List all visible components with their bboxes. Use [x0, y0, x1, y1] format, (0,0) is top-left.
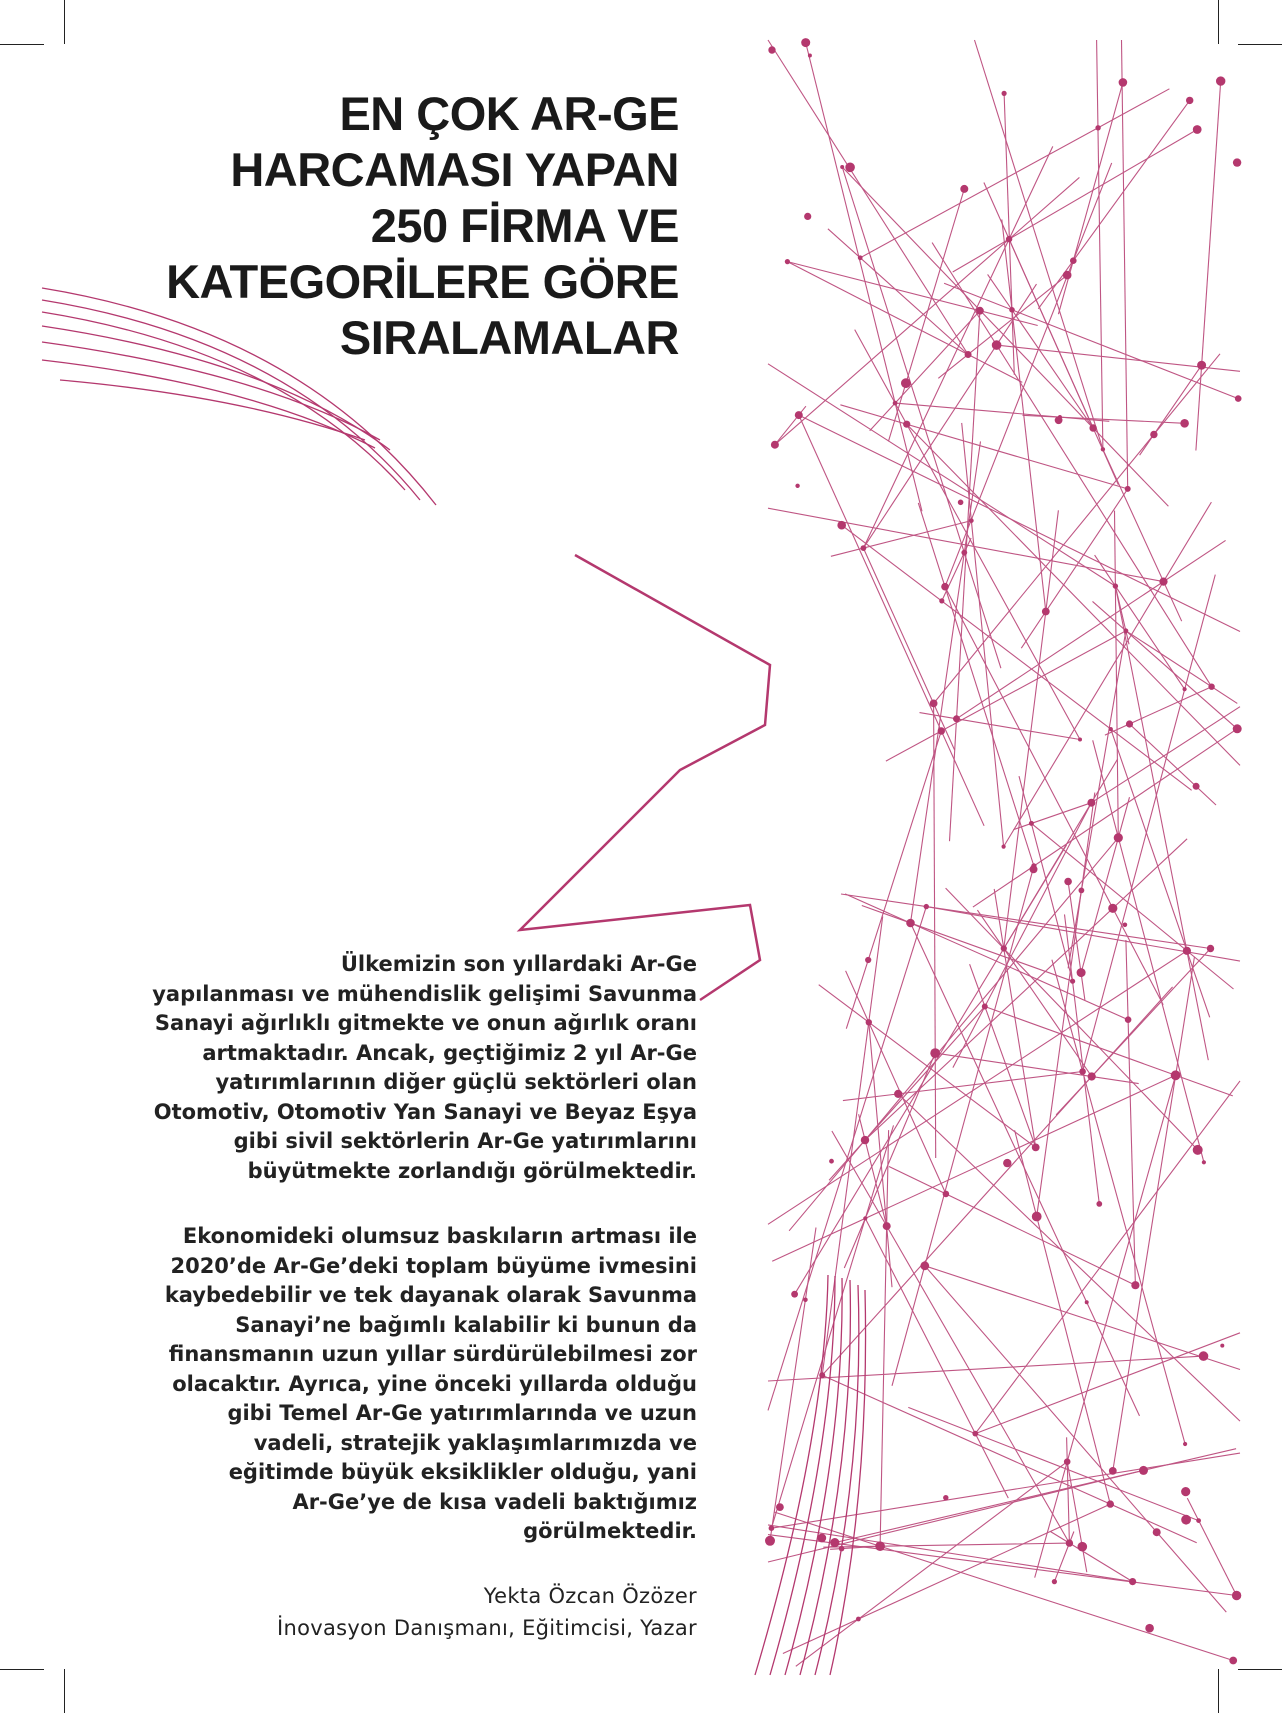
network-node	[1232, 1591, 1241, 1600]
network-node	[1125, 486, 1131, 492]
network-line	[770, 1228, 816, 1541]
title-line: SIRALAMALAR	[339, 311, 679, 364]
network-node	[1183, 947, 1191, 955]
network-line	[844, 1053, 935, 1268]
text-line: görülmektedir.	[523, 1519, 697, 1543]
network-node	[953, 715, 960, 722]
network-line	[908, 1407, 1198, 1520]
network-node	[795, 411, 803, 419]
network-node	[1181, 1487, 1190, 1496]
network-line	[892, 866, 1034, 1386]
network-node	[1114, 833, 1123, 842]
text-line: eğitimde büyük eksiklikler olduğu, yani	[228, 1460, 697, 1484]
network-node	[830, 1538, 839, 1547]
network-line	[846, 731, 941, 1029]
network-line	[953, 130, 1197, 273]
network-line	[1050, 1532, 1132, 1582]
tail-curves	[755, 1275, 866, 1675]
network-node	[924, 904, 929, 909]
network-node	[845, 163, 855, 173]
network-line	[925, 1266, 1240, 1370]
network-node	[837, 521, 846, 530]
network-line	[975, 40, 1103, 449]
network-node	[1199, 1351, 1209, 1361]
network-line	[768, 1470, 1144, 1562]
network-line	[863, 146, 1052, 548]
network-node	[875, 1541, 885, 1551]
network-node	[1183, 687, 1187, 691]
network-line	[799, 415, 984, 826]
network-node	[930, 1048, 940, 1058]
text-line: 2020’de Ar-Ge’deki toplam büyüme ivmesini	[170, 1253, 697, 1278]
network-node	[840, 165, 844, 169]
network-node	[1229, 1657, 1237, 1665]
network-node	[776, 1503, 784, 1511]
network-node	[1235, 395, 1242, 402]
network-node	[1064, 1458, 1071, 1465]
network-node	[1070, 979, 1075, 984]
crop-mark	[1238, 44, 1282, 45]
network-node	[1088, 1072, 1096, 1080]
network-line	[1004, 510, 1059, 948]
network-node	[865, 957, 871, 963]
network-line	[1113, 957, 1195, 1471]
page-title	[166, 86, 679, 366]
title-line: EN ÇOK AR-GE	[339, 87, 679, 140]
network-line	[1091, 707, 1240, 803]
network-node	[803, 1298, 808, 1303]
network-line	[841, 894, 1211, 949]
network-node	[1150, 431, 1157, 438]
text-line: olacaktır. Ayrıca, yine önceki yıllarda olduğu	[172, 1371, 697, 1396]
network-node	[768, 46, 775, 53]
network-node	[943, 1495, 948, 1500]
network-node	[1052, 1579, 1057, 1584]
text-line: yatırımlarının diğer güçlü sektörleri olan	[215, 1070, 697, 1094]
network-node	[1180, 419, 1189, 428]
network-node	[808, 54, 812, 58]
network-node	[958, 500, 964, 506]
network-node	[961, 550, 967, 556]
network-node	[1220, 1344, 1224, 1348]
text-line: büyütmekte zorlandığı görülmektedir.	[247, 1158, 697, 1183]
network-node	[1096, 1201, 1102, 1207]
network-line	[1067, 1437, 1070, 1543]
network-line	[925, 1266, 1227, 1612]
network-line	[822, 1375, 1196, 1542]
network-line	[1081, 797, 1129, 972]
network-line	[977, 910, 1091, 1076]
network-node	[901, 378, 911, 388]
network-node	[1197, 361, 1206, 370]
network-node	[1002, 91, 1007, 96]
crop-mark	[64, 0, 65, 44]
network-node	[1006, 236, 1012, 242]
crop-mark	[1218, 1669, 1219, 1713]
network-line	[880, 1130, 889, 1546]
network-line	[768, 1356, 1204, 1381]
network-line	[962, 423, 1004, 847]
network-line	[1031, 823, 1233, 989]
network-line	[886, 631, 1126, 761]
network-node	[1031, 863, 1036, 868]
network-node	[1058, 415, 1062, 419]
text-line: Ekonomideki olumsuz baskıların artması ile	[182, 1224, 697, 1248]
network-node	[769, 1525, 775, 1531]
network-line	[771, 1125, 893, 1528]
network-node	[1101, 447, 1105, 451]
network-line	[768, 1525, 1133, 1582]
network-line	[1038, 100, 1189, 308]
author-name: Yekta Özcan Özözer	[483, 1584, 697, 1608]
network-line	[1097, 40, 1103, 449]
network-node	[1095, 125, 1100, 130]
network-line	[944, 283, 1238, 398]
network-line	[870, 311, 980, 431]
network-node	[1124, 628, 1129, 633]
network-node	[982, 1004, 988, 1010]
network-node	[1066, 1539, 1073, 1546]
author-role: İnovasyon Danışmanı, Eğitimcisi, Yazar	[277, 1616, 697, 1640]
title-line: KATEGORİLERE GÖRE	[166, 255, 679, 308]
network-node	[943, 1191, 950, 1198]
network-node	[1131, 1281, 1139, 1289]
network-node	[866, 1019, 872, 1025]
network-node	[1087, 799, 1095, 807]
network-node	[1113, 583, 1118, 588]
network-node	[1233, 724, 1242, 733]
network-line	[832, 1131, 1070, 1543]
network-node	[1077, 968, 1086, 977]
network-node	[969, 518, 974, 523]
network-node	[785, 259, 790, 264]
network-line	[835, 1449, 1236, 1543]
network-line	[822, 987, 1172, 1375]
second-paragraph	[165, 1222, 697, 1547]
network-node	[1032, 1144, 1040, 1152]
network-line	[945, 163, 1112, 587]
network-node	[1181, 1515, 1191, 1525]
network-node	[976, 307, 984, 315]
network-line	[840, 405, 1127, 489]
network-line	[1058, 82, 1123, 314]
network-line	[768, 40, 968, 355]
network-node	[858, 255, 863, 260]
network-node	[941, 583, 949, 591]
crop-mark	[64, 1669, 65, 1713]
network-node	[1064, 878, 1072, 886]
network-node	[801, 38, 810, 47]
network-line	[842, 167, 1001, 668]
text-line: Ülkemizin son yıllardaki Ar-Ge	[340, 952, 697, 976]
network-node	[939, 598, 944, 603]
network-line	[918, 503, 1034, 866]
network-node	[1183, 1442, 1187, 1446]
network-node	[906, 919, 915, 928]
network-line	[1122, 40, 1128, 489]
text-line: Sanayi ağırlıklı gitmekte ve onun ağırlık oranı	[154, 1011, 697, 1035]
network-node	[972, 1431, 978, 1437]
network-node	[1078, 1542, 1088, 1552]
text-line: Otomotiv, Otomotiv Yan Sanayi ve Beyaz Eşya	[153, 1099, 697, 1124]
network-node	[1032, 1212, 1042, 1222]
network-node	[1139, 1466, 1148, 1475]
network-line	[796, 1462, 1067, 1667]
network-node	[804, 213, 811, 220]
network-node	[1207, 945, 1214, 952]
network-node	[894, 1090, 902, 1098]
network-line	[1037, 793, 1095, 1217]
network-node	[1196, 1518, 1201, 1523]
network-line	[1196, 81, 1221, 450]
network-node	[1001, 945, 1007, 951]
text-line: yapılanması ve mühendislik gelişimi Savunma	[152, 981, 697, 1006]
star-outline	[520, 555, 770, 1000]
network-node	[863, 1216, 867, 1220]
network-node	[1145, 1624, 1154, 1633]
network-line	[911, 441, 981, 923]
network-node	[1119, 78, 1128, 87]
network-node	[883, 1222, 891, 1230]
network-line	[950, 311, 980, 842]
network-line	[1004, 93, 1014, 374]
text-line: Ar-Ge’ye de kısa vadeli baktığımız	[292, 1489, 697, 1514]
network-node	[1089, 424, 1096, 431]
network-node	[1009, 307, 1015, 313]
crop-mark	[1218, 0, 1219, 44]
network-node	[1233, 158, 1241, 166]
crop-mark	[1238, 1669, 1282, 1670]
network-node	[1202, 1160, 1206, 1164]
network-node	[1078, 738, 1082, 742]
network-node	[1002, 845, 1006, 849]
network-node	[1107, 1500, 1114, 1507]
text-line: vadeli, stratejik yaklaşımlarımızda ve	[253, 1430, 697, 1455]
network-line	[862, 906, 1073, 982]
network-node	[1159, 578, 1167, 586]
network-node	[1123, 923, 1128, 928]
network-node	[829, 1159, 834, 1164]
network-node	[938, 727, 945, 734]
network-node	[1193, 1145, 1203, 1155]
network-line	[842, 167, 1168, 506]
network-node	[893, 401, 898, 406]
network-node	[856, 1617, 861, 1622]
network-node	[903, 421, 910, 428]
network-node	[1003, 1159, 1011, 1167]
author-signature	[277, 1580, 697, 1644]
network-node	[1108, 904, 1117, 913]
network-node	[791, 1291, 798, 1298]
network-node	[930, 700, 938, 708]
network-node	[1079, 1068, 1086, 1075]
text-line: kaybedebilir ve tek dayanak olarak Savunma	[164, 1283, 697, 1307]
text-line: artmaktadır. Ancak, geçtiğimiz 2 yıl Ar-Ge	[202, 1040, 697, 1065]
network-line	[1140, 365, 1202, 455]
network-node	[1193, 783, 1200, 790]
title-line: 250 FİRMA VE	[370, 199, 679, 252]
network-node	[992, 340, 1002, 350]
network-node	[1029, 821, 1034, 826]
network-line	[1115, 511, 1119, 838]
network-node	[1063, 271, 1072, 280]
intro-paragraph	[152, 950, 697, 1186]
network-line	[988, 274, 1094, 428]
network-line	[831, 521, 972, 557]
network-line	[946, 888, 1198, 1150]
network-node	[1186, 97, 1193, 104]
network-node	[1085, 1300, 1089, 1304]
network-node	[1126, 720, 1133, 727]
network-node	[1125, 1016, 1132, 1023]
network-node	[1208, 684, 1214, 690]
network-line	[865, 1218, 1008, 1498]
network-node	[861, 1136, 869, 1144]
network-line	[1111, 729, 1210, 1017]
network-node	[920, 1261, 929, 1270]
network-line	[843, 1072, 1083, 1101]
network-line	[994, 889, 1035, 1148]
network-node	[795, 484, 799, 488]
network-line	[863, 548, 954, 750]
network-line	[855, 330, 1080, 740]
network-line	[1105, 687, 1212, 735]
network-line	[957, 540, 1226, 718]
network-line	[772, 1075, 1175, 1261]
network-node	[1171, 1070, 1181, 1080]
network-node	[861, 545, 867, 551]
network-node	[1042, 608, 1050, 616]
network-line	[926, 907, 1240, 962]
network-line	[1126, 631, 1237, 704]
network-node	[1153, 1528, 1161, 1536]
crop-mark	[0, 44, 44, 45]
network-node	[1079, 888, 1085, 894]
network-line	[985, 1007, 1233, 1096]
network-line	[865, 839, 1187, 1140]
network-line	[806, 43, 922, 512]
network-node	[965, 351, 972, 358]
network-node	[765, 1536, 775, 1546]
title-line: HARCAMASI YAPAN	[230, 143, 679, 196]
network-node	[1193, 125, 1202, 134]
network-node	[1129, 1578, 1136, 1585]
text-line: finansmanın uzun yıllar sürdürülebilmesi zor	[168, 1342, 697, 1366]
network-node	[960, 185, 968, 193]
network-node	[771, 441, 779, 449]
network-line	[842, 525, 1192, 790]
network-line	[1187, 1498, 1236, 1595]
text-line: Sanayi’ne bağımlı kalabilir ki bunun da	[235, 1312, 697, 1337]
network-line	[1093, 601, 1238, 728]
network-line	[934, 354, 1220, 704]
network-node	[1070, 257, 1077, 264]
network-node	[1216, 76, 1225, 85]
network-line	[1115, 586, 1208, 1060]
crop-mark	[0, 1669, 44, 1670]
network-node	[1109, 1467, 1117, 1475]
network-line	[898, 1094, 1240, 1421]
network-node	[1109, 727, 1113, 731]
text-line: gibi sivil sektörlerin Ar-Ge yatırımlarını	[233, 1129, 697, 1153]
text-line: gibi Temel Ar-Ge yatırımlarında ve uzun	[227, 1401, 697, 1425]
